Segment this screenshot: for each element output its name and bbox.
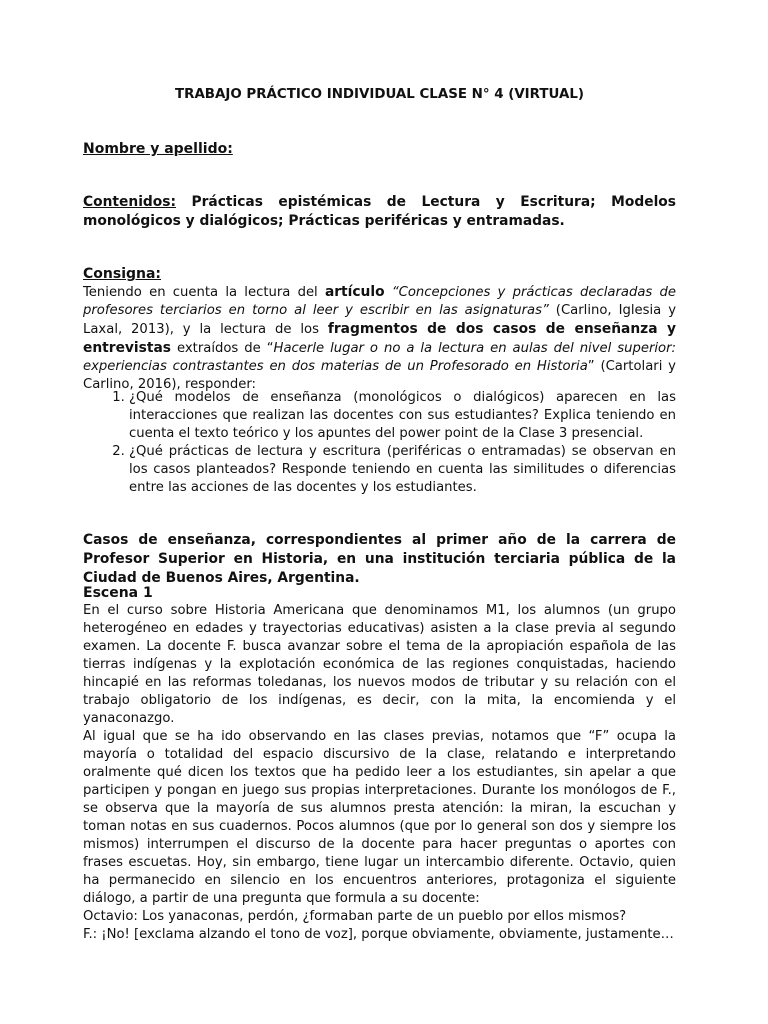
- scene-dialogue-line: F.: ¡No! [exclama alzando el tono de voz], porque obviamente, obviamente, justamente…: [83, 927, 674, 942]
- instructions-text: Teniendo en cuenta la lectura del: [83, 285, 325, 300]
- contents-label: Contenidos:: [83, 194, 177, 210]
- instructions-heading: Consigna:: [83, 266, 162, 282]
- instructions-bold: fragmentos de dos casos de enseñanza y entrevistas: [83, 321, 676, 356]
- instructions-italic: Hacerle lugar o no a la lectura en aulas del nivel superior: experiencias contrastantes en dos materias de un Profesorado en Historia: [83, 341, 676, 374]
- name-field-label: Nombre y apellido:: [83, 141, 233, 157]
- instructions-text: extraídos de “: [171, 341, 274, 356]
- cases-heading: Casos de enseñanza, correspondientes al primer año de la carrera de Profesor Superior en Historia, en una institución terciaria pública de la Ciudad de Buenos Aires, Argentina.: [83, 532, 676, 586]
- scene-paragraph: Al igual que se ha ido observando en las clases previas, notamos que “F” ocupa la mayoría o totalidad del espacio discursivo de la clase, relatando e interpretando oralmente qué dicen los textos que ha pedido leer a los estudiantes, sin apelar a que participen y pongan en juego sus propias interpretaciones. Durante los monólogos de F., se observa que la mayoría de sus alumnos presta atención: la miran, la escuchan y toman notas en sus cuadernos. Pocos alumnos (que por lo general son dos y siempre los mismos) interrumpen el discurso de la docente para hacer preguntas o aportes con frases escuetas. Hoy, sin embargo, tiene lugar un intercambio diferente. Octavio, quien ha permanecido en silencio en los encuentros anteriores, protagoniza el siguiente diálogo, a partir de una pregunta que formula a su docente:: [83, 729, 676, 906]
- contents-text: Prácticas epistémicas de Lectura y Escritura; Modelos monológicos y dialógicos; Prácticas periféricas y entramadas.: [83, 194, 676, 229]
- document-title: TRABAJO PRÁCTICO INDIVIDUAL CLASE N° 4 (VIRTUAL): [175, 87, 584, 102]
- instructions-italic: “Concepciones y prácticas declaradas de profesores terciarios en torno al leer y escribir en las asignaturas”: [83, 285, 676, 318]
- questions-list: [83, 389, 676, 497]
- scene-dialogue-line: Octavio: Los yanaconas, perdón, ¿formaban parte de un pueblo por ellos mismos?: [83, 909, 627, 924]
- instructions-paragraph: [83, 283, 676, 394]
- instructions-text: ” (Cartolari y Carlino, 2016), responder:: [83, 359, 676, 392]
- contents-section: [83, 193, 676, 231]
- question-item: 2. ¿Qué prácticas de lectura y escritura (periféricas o entramadas) se observan en los casos planteados? Responde teniendo en cuenta las similitudes o diferencias entre las acciones de las docentes y los estudiantes.: [129, 443, 676, 497]
- instructions-text: (Carlino, Iglesia y Laxal, 2013), y la lectura de los: [83, 303, 676, 337]
- scene-body: [83, 602, 676, 944]
- scene-heading: Escena 1: [83, 585, 153, 601]
- instructions-bold: artículo: [324, 284, 385, 300]
- scene-paragraph: En el curso sobre Historia Americana que denominamos M1, los alumnos (un grupo heterogéneo en edades y trayectorias educativas) asisten a la clase previa al segundo examen. La docente F. busca avanzar sobre el tema de la apropiación española de las tierras indígenas y la explotación económica de las regiones conquistadas, haciendo hincapié en las reformas toledanas, los nuevos modos de tributar y su relación con el trabajo obligatorio de los indígenas, es decir, con la mita, la encomienda y el yanaconazgo.: [83, 603, 676, 726]
- question-item: 1. ¿Qué modelos de enseñanza (monológicos o dialógicos) aparecen en las interacciones que realizan las docentes con sus estudiantes? Explica teniendo en cuenta el texto teórico y los apuntes del power point de la Clase 3 presencial.: [129, 389, 676, 443]
